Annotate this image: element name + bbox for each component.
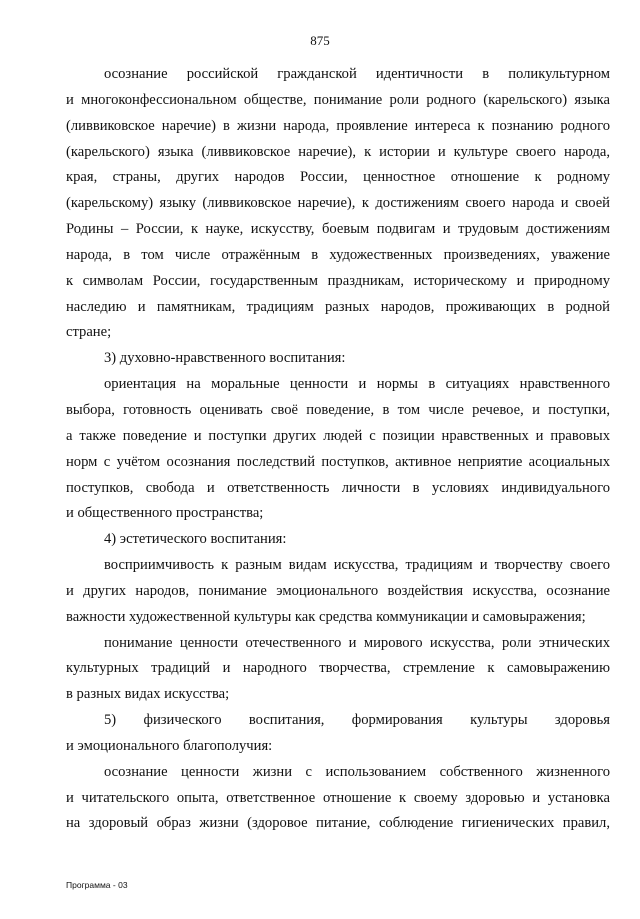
text-line: ориентация на моральные ценности и нормы в ситуациях нравственного: [104, 376, 610, 393]
text-line: норм с учётом осознания последствий поступков, активное неприятие асоциальных: [66, 453, 610, 470]
text-line: важности художественной культуры как средства коммуникации и самовыражения;: [66, 608, 586, 625]
text-line: осознание ценности жизни с использованием собственного жизненного: [104, 763, 610, 780]
text-line: поступков, свобода и ответственность личности в условиях индивидуального: [66, 479, 610, 496]
footer-label: Программа - 03: [66, 880, 128, 890]
text-line: стране;: [66, 324, 112, 341]
text-line: Родины – России, к науке, искусству, боевым подвигам и трудовым достижениям: [66, 221, 610, 238]
text-line: и других народов, понимание эмоционального воздействия искусства, осознание: [66, 582, 610, 599]
text-line: выбора, готовность оценивать своё поведение, в том числе речевое, и поступки,: [66, 401, 610, 418]
text-line: края, страны, других народов России, ценностное отношение к родному: [66, 169, 610, 186]
text-line: а также поведение и поступки других людей с позиции нравственных и правовых: [66, 427, 610, 444]
text-line: (карельскому) языку (ливвиковское наречие), к достижениям своего народа и своей: [66, 195, 610, 212]
text-line: культурных традиций и народного творчества, стремление к самовыражению: [66, 660, 610, 677]
text-line: (ливвиковское наречие) в жизни народа, проявление интереса к познанию родного: [66, 117, 610, 134]
text-line: и эмоционального благополучия:: [66, 737, 273, 754]
text-line: восприимчивость к разным видам искусства, традициям и творчеству своего: [104, 557, 610, 574]
page-number: 875: [310, 33, 330, 48]
text-line: народа, в том числе отражённым в художественных произведениях, уважение: [66, 246, 610, 263]
body-text: [66, 62, 610, 837]
text-line: и читательского опыта, ответственное отношение к своему здоровью и установка: [66, 789, 610, 806]
text-line: 3) духовно-нравственного воспитания:: [104, 350, 346, 367]
text-line: 4) эстетического воспитания:: [104, 531, 287, 548]
text-line: и многоконфессиональном обществе, понимание роли родного (карельского) языка: [66, 91, 610, 108]
text-line: на здоровый образ жизни (здоровое питание, соблюдение гигиенических правил,: [66, 815, 610, 832]
text-line: 5) физического воспитания, формирования культуры здоровья: [104, 712, 610, 729]
text-line: (карельского) языка (ливвиковское наречие), к истории и культуре своего народа,: [66, 143, 610, 160]
text-line: осознание российской гражданской идентичности в поликультурном: [104, 66, 610, 82]
text-line: и общественного пространства;: [66, 505, 264, 522]
text-line: понимание ценности отечественного и мирового искусства, роли этнических: [104, 634, 610, 651]
text-line: к символам России, государственным праздникам, историческому и природному: [66, 272, 610, 289]
text-line: наследию и памятникам, традициям разных народов, проживающих в родной: [66, 298, 610, 315]
text-line: в разных видах искусства;: [66, 686, 230, 703]
